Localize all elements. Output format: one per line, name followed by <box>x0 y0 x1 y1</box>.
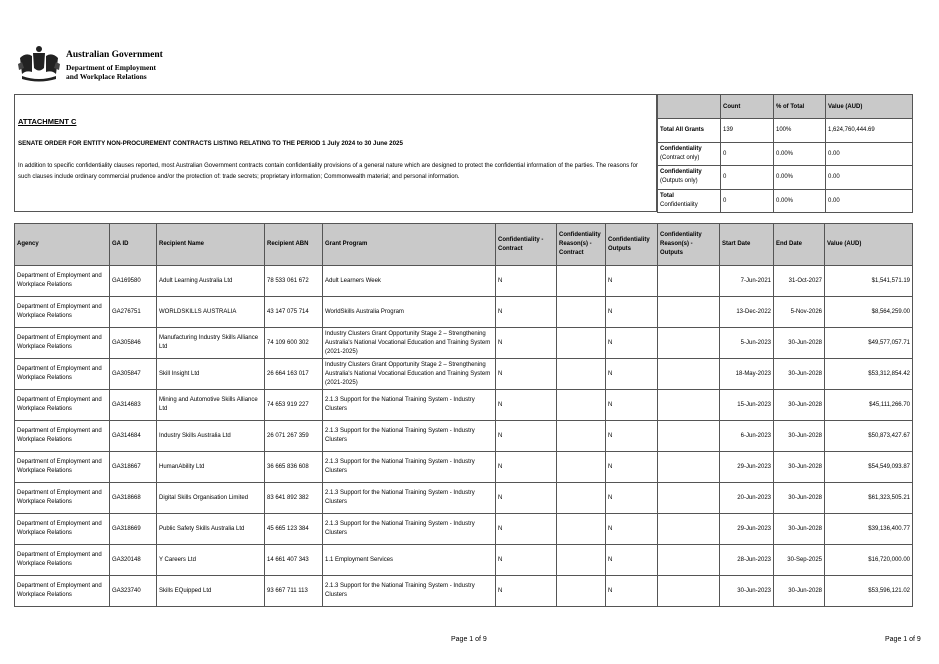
coat-of-arms-icon <box>16 44 62 84</box>
dept-name-line2: and Workplace Relations <box>66 72 147 81</box>
table-cell: Department of Employment and Workplace Relations <box>15 297 110 328</box>
table-cell: N <box>606 514 658 545</box>
table-cell: $61,323,505.21 <box>825 483 913 514</box>
table-cell: GA305846 <box>110 328 157 359</box>
table-cell: Department of Employment and Workplace Relations <box>15 483 110 514</box>
table-cell: $54,549,093.87 <box>825 452 913 483</box>
grants-header-cell: Value (AUD) <box>825 224 913 266</box>
table-cell: 14 661 407 343 <box>265 545 323 576</box>
table-cell: GA318668 <box>110 483 157 514</box>
table-row <box>15 266 913 297</box>
totals-header-row <box>658 95 913 119</box>
totals-value: 1,624,760,444.69 <box>826 119 913 143</box>
totals-header-cell: % of Total <box>774 95 826 119</box>
totals-percent: 0.00% <box>774 142 826 166</box>
grants-header-cell: End Date <box>774 224 825 266</box>
table-cell <box>557 297 606 328</box>
government-logo <box>16 44 186 88</box>
table-cell: 5-Jun-2023 <box>720 328 774 359</box>
table-cell: 93 667 711 113 <box>265 576 323 607</box>
table-cell <box>658 359 720 390</box>
totals-count: 0 <box>721 166 774 190</box>
table-cell: Digital Skills Organisation Limited <box>157 483 265 514</box>
table-cell: GA323740 <box>110 576 157 607</box>
table-row <box>15 328 913 359</box>
grants-header-cell: Confidentiality Outputs <box>606 224 658 266</box>
totals-label: Confidentiality (Outputs only) <box>658 166 721 190</box>
table-cell: N <box>606 297 658 328</box>
table-row <box>15 576 913 607</box>
totals-value: 0.00 <box>826 166 913 190</box>
table-cell: 26 071 267 359 <box>265 421 323 452</box>
grants-header-cell: Confidentiality Reason(s) - Outputs <box>658 224 720 266</box>
table-cell: Public Safety Skills Australia Ltd <box>157 514 265 545</box>
table-cell <box>658 297 720 328</box>
table-cell: 30-Jun-2028 <box>774 483 825 514</box>
grants-header-cell: Confidentiality Reason(s) - Contract <box>557 224 606 266</box>
table-cell: Department of Employment and Workplace Relations <box>15 576 110 607</box>
totals-row <box>658 189 913 213</box>
table-cell: 20-Jun-2023 <box>720 483 774 514</box>
table-cell: Department of Employment and Workplace Relations <box>15 328 110 359</box>
table-cell: $8,564,259.00 <box>825 297 913 328</box>
table-cell: GA318669 <box>110 514 157 545</box>
table-cell: 26 664 163 017 <box>265 359 323 390</box>
table-cell: GA320148 <box>110 545 157 576</box>
table-cell: N <box>606 576 658 607</box>
table-cell <box>557 390 606 421</box>
table-cell: N <box>496 390 557 421</box>
table-cell <box>658 266 720 297</box>
table-cell: N <box>496 297 557 328</box>
table-cell <box>658 545 720 576</box>
table-cell: Department of Employment and Workplace Relations <box>15 514 110 545</box>
table-cell: 74 653 919 227 <box>265 390 323 421</box>
table-cell <box>658 390 720 421</box>
table-cell: Skills EQuipped Ltd <box>157 576 265 607</box>
table-cell: N <box>606 421 658 452</box>
table-cell: Department of Employment and Workplace Relations <box>15 390 110 421</box>
table-cell: N <box>496 421 557 452</box>
table-cell: Industry Skills Australia Ltd <box>157 421 265 452</box>
table-cell: 29-Jun-2023 <box>720 452 774 483</box>
page-number-right: Page 1 of 9 <box>885 636 921 643</box>
table-cell <box>557 483 606 514</box>
table-row <box>15 514 913 545</box>
table-cell: Department of Employment and Workplace Relations <box>15 421 110 452</box>
table-cell: 6-Jun-2023 <box>720 421 774 452</box>
table-cell: 30-Jun-2028 <box>774 359 825 390</box>
totals-percent: 0.00% <box>774 189 826 213</box>
table-cell: N <box>606 545 658 576</box>
totals-value: 0.00 <box>826 189 913 213</box>
table-cell <box>658 452 720 483</box>
table-cell: Department of Employment and Workplace Relations <box>15 359 110 390</box>
table-cell: Department of Employment and Workplace Relations <box>15 266 110 297</box>
table-cell: 45 665 123 384 <box>265 514 323 545</box>
grants-table <box>14 223 913 607</box>
table-cell <box>557 359 606 390</box>
totals-row <box>658 166 913 190</box>
table-cell: N <box>496 576 557 607</box>
table-cell: $39,136,400.77 <box>825 514 913 545</box>
totals-table <box>657 94 913 213</box>
table-cell: Mining and Automotive Skills Alliance Ltd <box>157 390 265 421</box>
gov-name: Australian Government <box>66 50 163 60</box>
table-cell: 2.1.3 Support for the National Training System - Industry Clusters <box>323 483 496 514</box>
grants-header-cell: Grant Program <box>323 224 496 266</box>
table-cell: GA314684 <box>110 421 157 452</box>
totals-header-cell <box>658 95 721 119</box>
table-cell: WORLDSKILLS AUSTRALIA <box>157 297 265 328</box>
table-cell: N <box>496 483 557 514</box>
table-row <box>15 421 913 452</box>
summary-box <box>14 94 657 212</box>
table-cell: 7-Jun-2021 <box>720 266 774 297</box>
table-cell: N <box>606 390 658 421</box>
table-cell: 36 665 836 608 <box>265 452 323 483</box>
table-cell: Industry Clusters Grant Opportunity Stage 2 – Strengthening Australia's National Vocational Education and Training System (2021-2025) <box>323 359 496 390</box>
table-cell: GA276751 <box>110 297 157 328</box>
totals-header-cell: Count <box>721 95 774 119</box>
table-cell: 2.1.3 Support for the National Training System - Industry Clusters <box>323 452 496 483</box>
table-cell: 28-Jun-2023 <box>720 545 774 576</box>
table-cell: Department of Employment and Workplace Relations <box>15 452 110 483</box>
grants-header-row <box>15 224 913 266</box>
grants-header-cell: Agency <box>15 224 110 266</box>
table-cell <box>557 452 606 483</box>
table-cell: N <box>606 452 658 483</box>
totals-count: 139 <box>721 119 774 143</box>
totals-row <box>658 119 913 143</box>
table-cell: 1.1 Employment Services <box>323 545 496 576</box>
totals-label: Total All Grants <box>658 119 721 143</box>
confidentiality-intro: In addition to specific confidentiality clauses reported, most Australian Government contracts contain confidentiality provisions of a general nature which are designed to protect the confidential information of the parties. The reasons for such clauses include ordinary commercial prudence and/or the protection of: trade secrets; proprietary information; Commonwealth material; and personal information. <box>18 163 638 180</box>
table-cell: Industry Clusters Grant Opportunity Stage 2 – Strengthening Australia's National Vocational Education and Training System (2021-2025) <box>323 328 496 359</box>
table-cell: $45,111,266.70 <box>825 390 913 421</box>
table-cell <box>658 421 720 452</box>
table-cell: $49,577,057.71 <box>825 328 913 359</box>
table-cell <box>557 328 606 359</box>
totals-percent: 0.00% <box>774 166 826 190</box>
table-cell: GA318667 <box>110 452 157 483</box>
table-cell: 2.1.3 Support for the National Training System - Industry Clusters <box>323 514 496 545</box>
table-cell: 13-Dec-2022 <box>720 297 774 328</box>
table-cell: N <box>606 266 658 297</box>
table-cell: WorldSkills Australia Program <box>323 297 496 328</box>
table-cell <box>658 328 720 359</box>
table-cell: GA169580 <box>110 266 157 297</box>
table-cell: N <box>496 514 557 545</box>
totals-label: Total Confidentiality <box>658 189 721 213</box>
grants-header-cell: Start Date <box>720 224 774 266</box>
totals-count: 0 <box>721 142 774 166</box>
table-cell: Department of Employment and Workplace Relations <box>15 545 110 576</box>
table-row <box>15 545 913 576</box>
table-cell: N <box>496 545 557 576</box>
table-cell: $50,873,427.67 <box>825 421 913 452</box>
table-cell: GA314683 <box>110 390 157 421</box>
totals-value: 0.00 <box>826 142 913 166</box>
table-cell: 78 533 061 672 <box>265 266 323 297</box>
table-cell: 2.1.3 Support for the National Training System - Industry Clusters <box>323 421 496 452</box>
table-row <box>15 483 913 514</box>
table-row <box>15 390 913 421</box>
table-row <box>15 297 913 328</box>
grants-header-cell: Confidentiality - Contract <box>496 224 557 266</box>
dept-name-line1: Department of Employment <box>66 63 156 72</box>
table-cell: 30-Jun-2028 <box>774 452 825 483</box>
table-cell: 2.1.3 Support for the National Training System - Industry Clusters <box>323 390 496 421</box>
table-cell: 83 641 892 382 <box>265 483 323 514</box>
table-cell: N <box>496 359 557 390</box>
table-cell: 29-Jun-2023 <box>720 514 774 545</box>
senate-order-title: SENATE ORDER FOR ENTITY NON-PROCUREMENT CONTRACTS LISTING RELATING TO THE PERIOD 1 July 2024 to 30 June 2025 <box>18 140 403 147</box>
table-cell <box>658 483 720 514</box>
table-cell <box>557 421 606 452</box>
table-cell: 18-May-2023 <box>720 359 774 390</box>
table-cell: $53,312,854.42 <box>825 359 913 390</box>
attachment-title: ATTACHMENT C <box>18 117 77 126</box>
totals-row <box>658 142 913 166</box>
table-cell <box>658 514 720 545</box>
table-cell: Adult Learners Week <box>323 266 496 297</box>
table-cell: Manufacturing Industry Skills Alliance Ltd <box>157 328 265 359</box>
totals-percent: 100% <box>774 119 826 143</box>
table-cell <box>557 576 606 607</box>
totals-label: Confidentiality (Contract only) <box>658 142 721 166</box>
table-cell: 30-Jun-2028 <box>774 328 825 359</box>
table-cell: N <box>606 328 658 359</box>
table-cell: 30-Jun-2028 <box>774 514 825 545</box>
table-cell <box>658 576 720 607</box>
table-cell: 30-Sep-2025 <box>774 545 825 576</box>
table-cell: N <box>606 359 658 390</box>
totals-count: 0 <box>721 189 774 213</box>
table-cell: 5-Nov-2026 <box>774 297 825 328</box>
table-cell: N <box>496 266 557 297</box>
table-cell: Y Careers Ltd <box>157 545 265 576</box>
table-cell: $1,541,571.19 <box>825 266 913 297</box>
table-cell: Adult Learning Australia Ltd <box>157 266 265 297</box>
table-cell: N <box>496 328 557 359</box>
table-cell: GA305847 <box>110 359 157 390</box>
table-cell: 31-Oct-2027 <box>774 266 825 297</box>
table-cell: 2.1.3 Support for the National Training System - Industry Clusters <box>323 576 496 607</box>
table-cell <box>557 514 606 545</box>
table-row <box>15 359 913 390</box>
table-cell: Skill Insight Ltd <box>157 359 265 390</box>
table-cell <box>557 266 606 297</box>
table-cell: 30-Jun-2028 <box>774 390 825 421</box>
table-cell: HumanAbility Ltd <box>157 452 265 483</box>
table-cell: N <box>496 452 557 483</box>
table-cell: $16,720,000.00 <box>825 545 913 576</box>
table-cell: 15-Jun-2023 <box>720 390 774 421</box>
table-row <box>15 452 913 483</box>
table-cell: 30-Jun-2028 <box>774 421 825 452</box>
page-number-center: Page 1 of 9 <box>451 636 487 643</box>
table-cell: $53,596,121.02 <box>825 576 913 607</box>
totals-header-cell: Value (AUD) <box>826 95 913 119</box>
table-cell: 30-Jun-2028 <box>774 576 825 607</box>
table-cell: 30-Jun-2023 <box>720 576 774 607</box>
table-cell: N <box>606 483 658 514</box>
table-cell <box>557 545 606 576</box>
table-cell: 43 147 075 714 <box>265 297 323 328</box>
table-cell: 74 109 600 302 <box>265 328 323 359</box>
grants-header-cell: GA ID <box>110 224 157 266</box>
grants-header-cell: Recipient Name <box>157 224 265 266</box>
grants-header-cell: Recipient ABN <box>265 224 323 266</box>
